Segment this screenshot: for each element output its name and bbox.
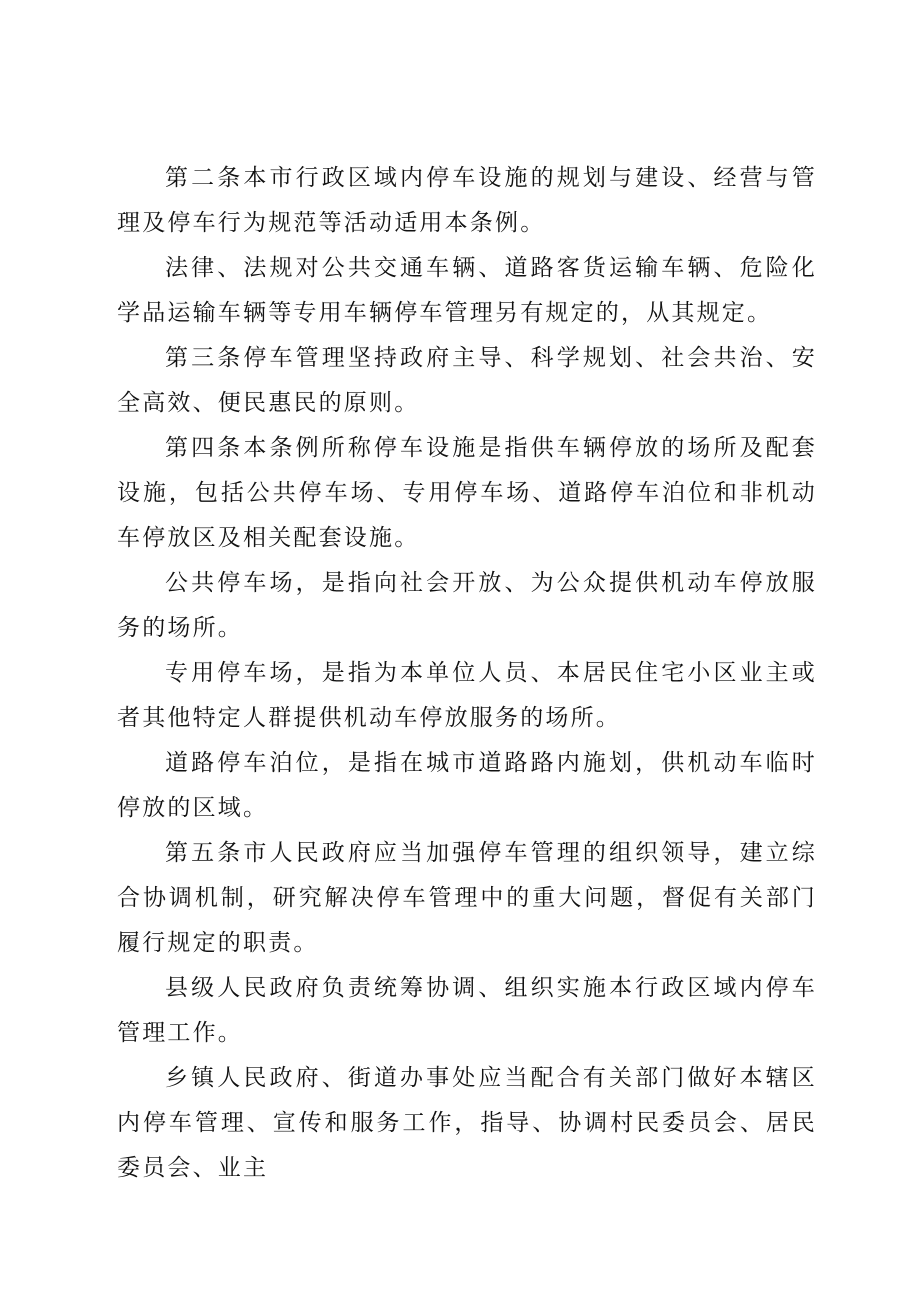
paragraph-special-vehicles: 法律、法规对公共交通车辆、道路客货运输车辆、危险化学品运输车辆等专用车辆停车管理另有规定的，从其规定。 (117, 255, 817, 326)
paragraph-article-3: 第三条停车管理坚持政府主导、科学规划、社会共治、安全高效、便民惠民的原则。 (117, 345, 817, 416)
paragraph-township-government: 乡镇人民政府、街道办事处应当配合有关部门做好本辖区内停车管理、宣传和服务工作，指导、协调村民委员会、居民委员会、业主 (117, 1065, 817, 1181)
paragraph-article-4: 第四条本条例所称停车设施是指供车辆停放的场所及配套设施，包括公共停车场、专用停车场、道路停车泊位和非机动车停放区及相关配套设施。 (117, 435, 817, 551)
paragraph-county-government: 县级人民政府负责统筹协调、组织实施本行政区域内停车管理工作。 (117, 975, 817, 1046)
paragraph-dedicated-parking: 专用停车场，是指为本单位人员、本居民住宅小区业主或者其他特定人群提供机动车停放服务的场所。 (117, 660, 817, 731)
paragraph-public-parking: 公共停车场，是指向社会开放、为公众提供机动车停放服务的场所。 (117, 570, 817, 641)
paragraph-article-5: 第五条市人民政府应当加强停车管理的组织领导，建立综合协调机制，研究解决停车管理中的重大问题，督促有关部门履行规定的职责。 (117, 840, 817, 956)
paragraph-article-2: 第二条本市行政区域内停车设施的规划与建设、经营与管理及停车行为规范等活动适用本条例。 (117, 165, 817, 236)
paragraph-road-parking: 道路停车泊位，是指在城市道路路内施划，供机动车临时停放的区域。 (117, 750, 817, 821)
document-body (117, 156, 817, 1191)
